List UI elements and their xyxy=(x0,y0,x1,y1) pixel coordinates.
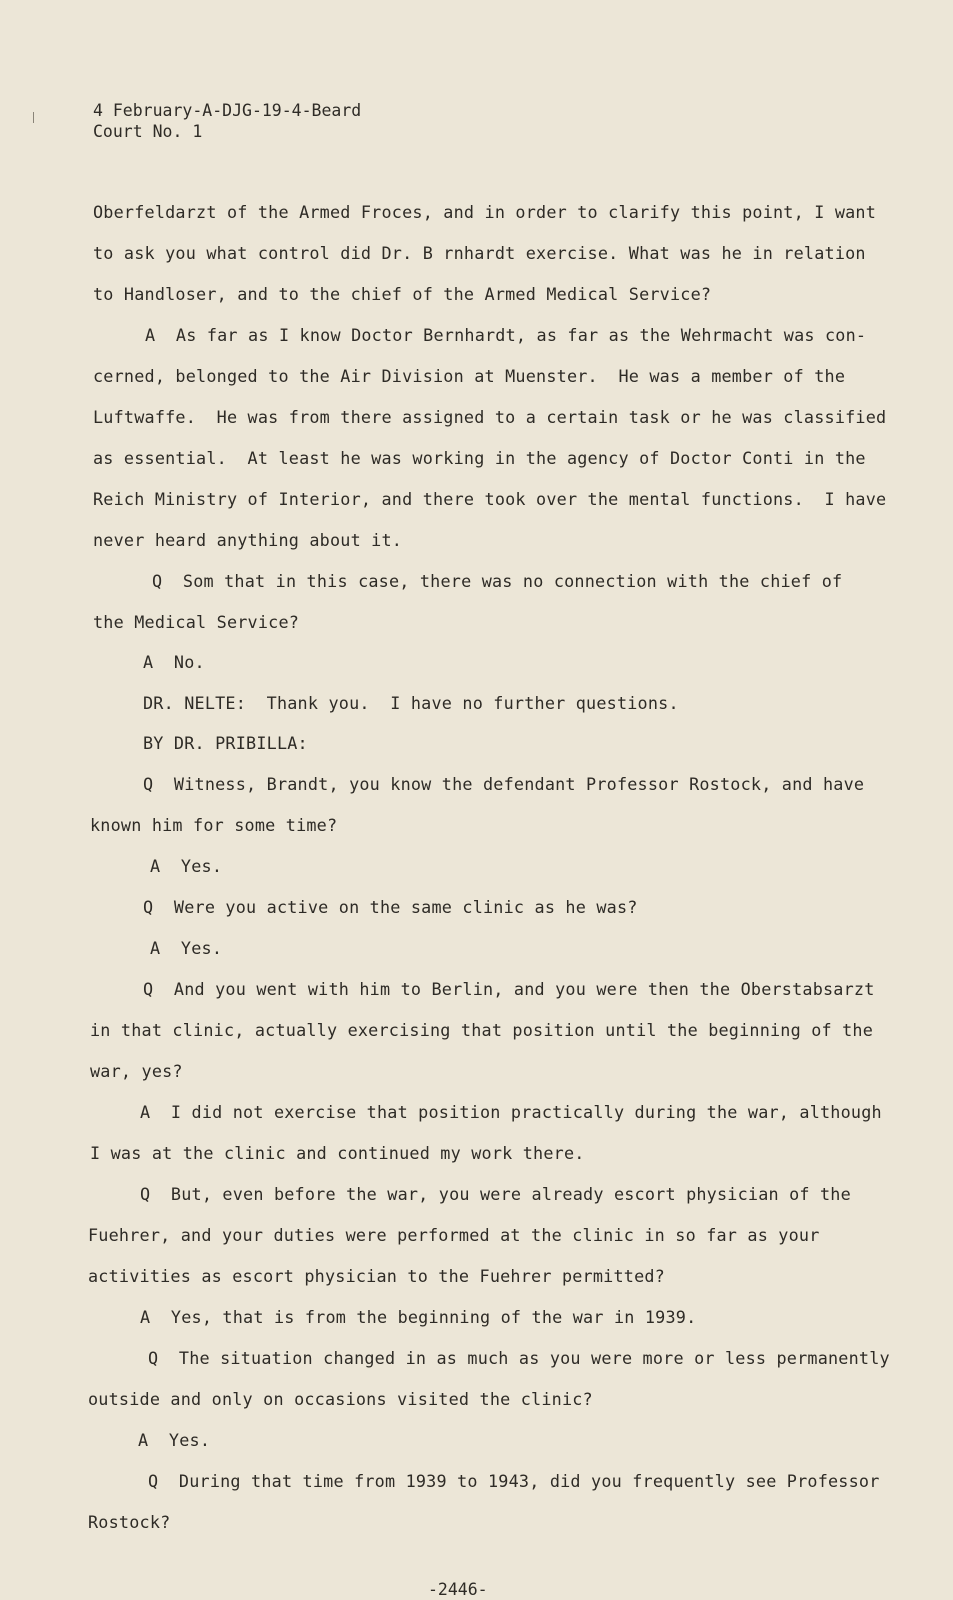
transcript-line: Rostock? xyxy=(88,1512,171,1532)
transcript-line: A As far as I know Doctor Bernhardt, as far as the Wehrmacht was con- xyxy=(145,325,867,345)
transcript-line: Reich Ministry of Interior, and there took over the mental functions. I have xyxy=(93,489,887,509)
transcript-line: Oberfeldarzt of the Armed Froces, and in order to clarify this point, I want xyxy=(93,202,877,222)
transcript-line: the Medical Service? xyxy=(93,612,300,632)
transcript-line: Fuehrer, and your duties were performed at the clinic in so far as your xyxy=(88,1225,820,1245)
transcript-line: to ask you what control did Dr. B rnhardt exercise. What was he in relation xyxy=(93,243,866,263)
transcript-line: war, yes? xyxy=(90,1061,183,1081)
header-court: Court No. 1 xyxy=(93,122,203,141)
transcript-line: I was at the clinic and continued my work there. xyxy=(90,1143,585,1163)
transcript-line: Q The situation changed in as much as you were more or less permanently xyxy=(148,1348,890,1368)
transcript-line: never heard anything about it. xyxy=(93,530,403,550)
transcript-line: DR. NELTE: Thank you. I have no further questions. xyxy=(143,693,679,713)
transcript-line: A Yes, that is from the beginning of the war in 1939. xyxy=(140,1307,697,1327)
header-date-code: 4 February-A-DJG-19-4-Beard xyxy=(93,101,362,120)
transcript-line: known him for some time? xyxy=(90,815,338,835)
transcript-line: to Handloser, and to the chief of the Armed Medical Service? xyxy=(93,284,712,304)
document-header xyxy=(93,100,361,142)
transcript-line: A No. xyxy=(143,652,205,672)
transcript-line: Q Som that in this case, there was no connection with the chief of xyxy=(152,571,843,591)
transcript-line: as essential. At least he was working in the agency of Doctor Conti in the xyxy=(93,448,866,468)
transcript-line: A Yes. xyxy=(150,938,223,958)
transcript-line: A Yes. xyxy=(138,1430,211,1450)
transcript-line: BY DR. PRIBILLA: xyxy=(143,733,308,753)
transcript-line: activities as escort physician to the Fuehrer permitted? xyxy=(88,1266,665,1286)
transcript-line: A I did not exercise that position practically during the war, although xyxy=(140,1102,882,1122)
transcript-line: Q During that time from 1939 to 1943, did you frequently see Professor xyxy=(148,1471,880,1491)
transcript-line: outside and only on occasions visited the clinic? xyxy=(88,1389,593,1409)
transcript-line: Q Were you active on the same clinic as he was? xyxy=(143,897,638,917)
page-number: -2446- xyxy=(428,1580,488,1599)
transcript-line: cerned, belonged to the Air Division at Muenster. He was a member of the xyxy=(93,366,846,386)
transcript-line: Q Witness, Brandt, you know the defendant Professor Rostock, and have xyxy=(143,774,865,794)
transcript-line: A Yes. xyxy=(150,856,223,876)
transcript-line: Q And you went with him to Berlin, and you were then the Oberstabsarzt xyxy=(143,979,875,999)
transcript-line: Q But, even before the war, you were already escort physician of the xyxy=(140,1184,851,1204)
margin-mark xyxy=(33,112,34,123)
transcript-line: Luftwaffe. He was from there assigned to a certain task or he was classified xyxy=(93,407,887,427)
transcript-line: in that clinic, actually exercising that position until the beginning of the xyxy=(90,1020,874,1040)
